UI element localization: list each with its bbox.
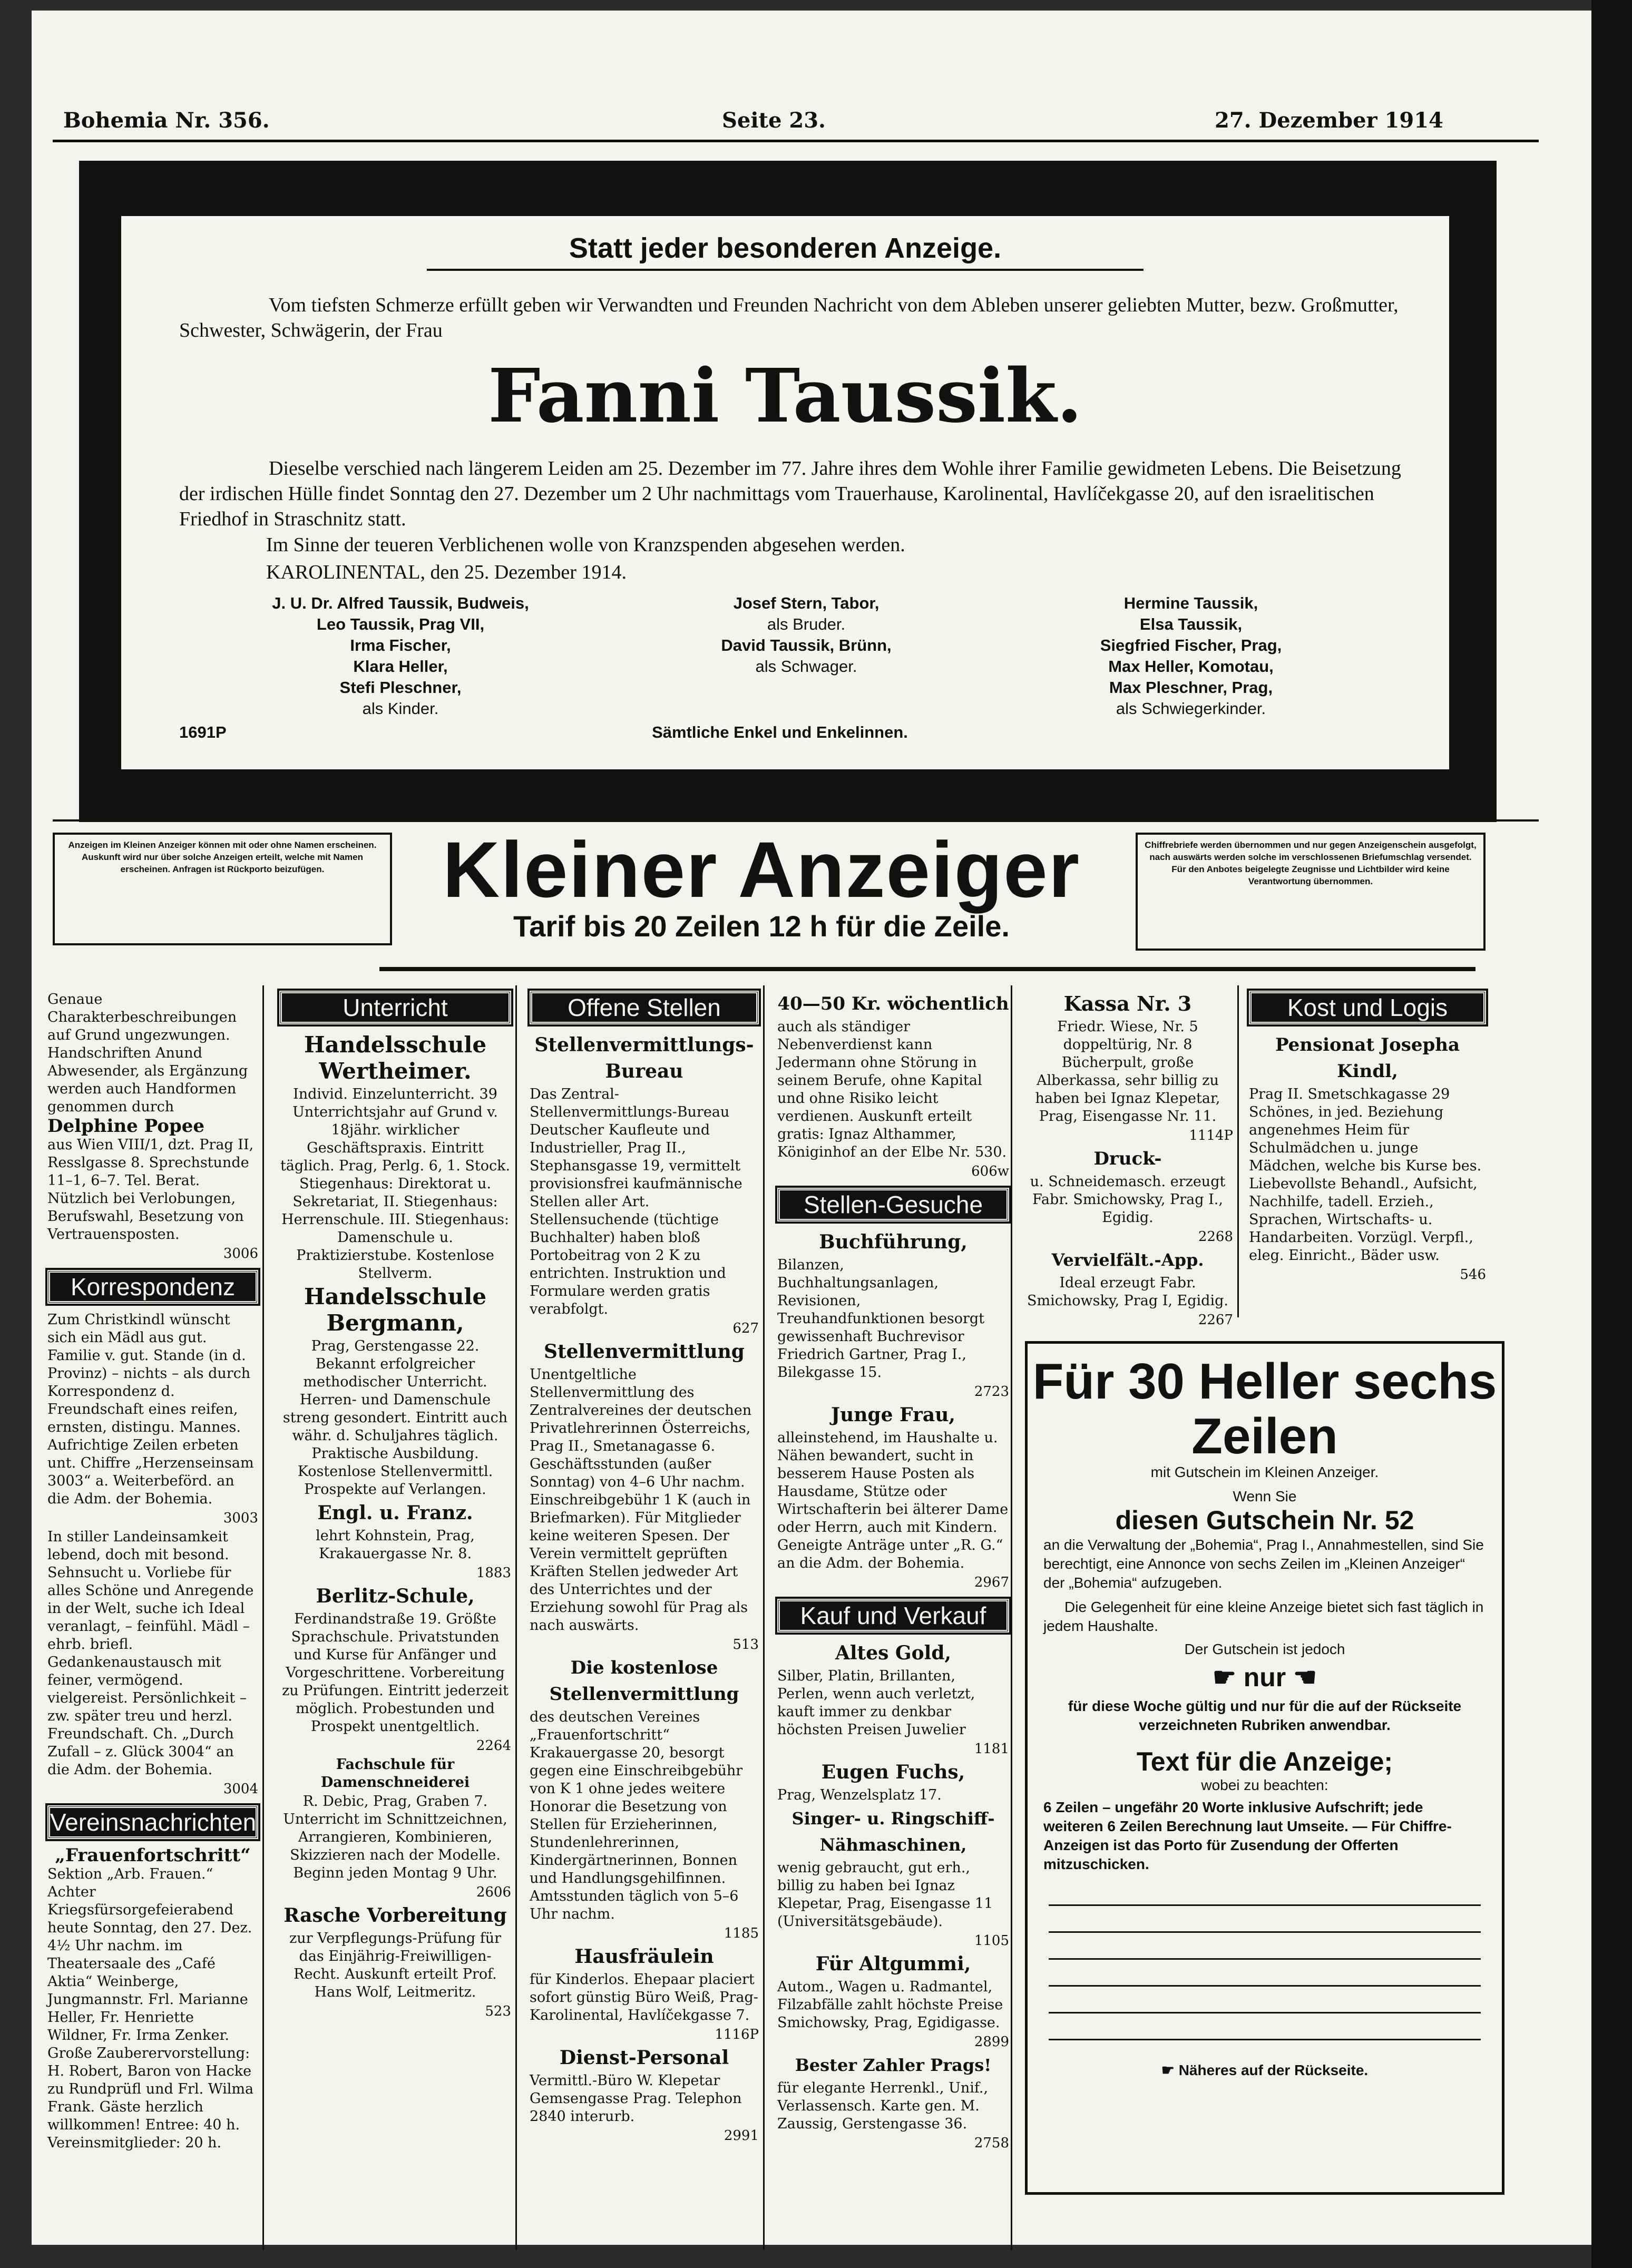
ad-number: 2967 xyxy=(974,1575,1009,1590)
header-date: 27. Dezember 1914 xyxy=(1215,108,1443,133)
ad-title: Altes Gold, xyxy=(835,1642,952,1664)
ad-title: Bester Zahler Prags! xyxy=(795,2055,992,2075)
signatory: Leo Taussik, Prag VII, xyxy=(316,615,485,633)
ad-title: Buchführung, xyxy=(819,1231,968,1253)
ad-number: 1116P xyxy=(715,2027,759,2042)
ad-title: Fachschule für Damenschneiderei xyxy=(320,1756,470,1791)
coupon-subtitle: mit Gutschein im Kleinen Anzeiger. xyxy=(1150,1464,1379,1480)
ad-code: 1691P xyxy=(179,723,227,741)
ad-text: wenig gebraucht, gut erh., billig zu haben bei Ignaz Klepetar, Prag, Eisengasse 11 (Universitätsgebäude). xyxy=(777,1860,993,1930)
coupon-footer xyxy=(1028,2061,1502,2079)
write-line[interactable] xyxy=(1049,1879,1481,1906)
ad-number: 523 xyxy=(485,2003,511,2019)
ad-title: Vervielfält.-App. xyxy=(1051,1250,1204,1270)
column-4 xyxy=(777,991,1009,2153)
ad-text: Prag II. Smetschkagasse 29 Schönes, in jed. Beziehung angenehmes Heim für Schulmädchen u. junge Mädchen, welche bis Kurse bes. Liebevollste Behandl., Aufsicht, Nachhilfe, tadell. Erzieh., Sprachen, Wirtschafts- u. Handarbeiten. Vorzügl. Verpfl., eleg. Einricht., Bäder usw. xyxy=(1249,1086,1482,1264)
coupon-footer-text: Näheres auf der Rückseite. xyxy=(1178,2062,1369,2078)
column-2 xyxy=(279,991,511,2021)
ad-text: Autom., Wagen u. Radmantel, Filzabfälle zahlt höchste Preise Smichowsky, Prag, Egidigasse. xyxy=(777,1979,1003,2031)
banner-left-note: Anzeigen im Kleinen Anzeiger können mit oder ohne Namen erscheinen. Auskunft wird nur über solche Anzeigen erteilt, welche mit Namen erscheinen. Anfragen ist Rückporto beizufügen. xyxy=(53,833,392,945)
ad-text: In stiller Landeinsamkeit lebend, doch mit besond. Sehnsucht u. Vorliebe für alles Schöne und Anregende in der Welt, suche ich Ideal veranlagt, – feinfühl. Mädl – ehrb. briefl. Gedankenaustausch mit feiner, vermögend. vielgereist. Persönlichkeit – zw. später treu und herzl. Freundschaft. Ch. „Durch Zufall – z. Glück 3004“ an die Adm. der Bohemia. xyxy=(47,1529,254,1778)
ad-number: 513 xyxy=(732,1637,759,1653)
ad-title: Kassa Nr. 3 xyxy=(1063,992,1192,1015)
coupon-write-lines[interactable] xyxy=(1028,1879,1502,2040)
coupon-text-title: Text für die Anzeige; xyxy=(1136,1747,1393,1776)
ad-number: 2606 xyxy=(476,1884,511,1900)
signatory: Josef Stern, Tabor, xyxy=(733,594,879,612)
write-line[interactable] xyxy=(1049,1960,1481,1987)
signatories-in-laws xyxy=(1006,593,1375,719)
coupon-text: Der Gutschein ist jedoch xyxy=(1184,1641,1345,1657)
ad-text: Bilanzen, Buchhaltungsanlagen, Revisionen, Treuhandfunktionen besorgt gewissenhaft Buchrevisor Friedrich Gartner, Prag I., Bilekgasse 15. xyxy=(777,1257,985,1381)
write-line[interactable] xyxy=(1049,2013,1481,2040)
column-5 xyxy=(1022,991,1233,1330)
ad-text: auch als ständiger Nebenverdienst kann Jedermann ohne Störung in seinem Berufe, ohne Kapital und ohne Risiko leicht verdienen. Auskunft erteilt gratis: Ignaz Althammer, Königinhof an der Elbe Nr. 530. xyxy=(777,1019,1007,1160)
ad-text: Friedr. Wiese, Nr. 5 doppeltürig, Nr. 8 Bücherpult, große Alberkassa, sehr billig zu haben bei Ignaz Klepetar, Prag, Eisengasse Nr. 11. xyxy=(1035,1019,1220,1125)
ad-text: Ideal erzeugt Fabr. Smichowsky, Prag I, Egidig. xyxy=(1027,1275,1228,1309)
header-page: Seite 23. xyxy=(722,108,826,133)
signatory-role: als Schwager. xyxy=(755,657,857,676)
column-1 xyxy=(47,991,258,2153)
banner-subtitle: Tarif bis 20 Zeilen 12 h für die Zeile. xyxy=(513,910,1010,943)
ad-number: 1105 xyxy=(974,1933,1009,1949)
banner-rule xyxy=(379,967,1475,971)
header-rule xyxy=(53,140,1539,142)
ad-number: 1883 xyxy=(476,1565,511,1581)
binding-edge xyxy=(1591,0,1632,2268)
coupon-text: Die Gelegenheit für eine kleine Anzeige bietet sich fast täglich in jedem Haushalte. xyxy=(1043,1599,1484,1634)
ad-text: zur Verpflegungs-Prüfung für das Einjährig-Freiwilligen-Recht. Auskunft erteilt Prof. Hans Wolf, Leitmeritz. xyxy=(289,1930,501,2000)
ad-number: 1114P xyxy=(1189,1128,1233,1143)
obituary-body: Dieselbe verschied nach längerem Leiden am 25. Dezember im 77. Jahre ihres dem Wohle ihrer Familie gewidmeten Lebens. Die Beisetzung der irdischen Hülle findet Sonntag den 27. Dezember um 2 Uhr nachmittags vom Trauerhause, Karolinental, Havlíčekgasse 20, auf den israelitischen Friedhof in Straschnitz statt. xyxy=(179,457,1401,530)
ad-number: 2899 xyxy=(974,2034,1009,2050)
coupon-text: 6 Zeilen – ungefähr 20 Worte inklusive Aufschrift; jede weiteren 6 Zeilen Berechnung laut Umseite. — Für Chiffre-Anzeigen ist das Porto für Zusendung der Offerten mitzuschicken. xyxy=(1043,1799,1452,1872)
ad-title: Rasche Vorbereitung xyxy=(284,1904,507,1927)
obituary-wreaths: Im Sinne der teueren Verblichenen wolle von Kranzspenden abgesehen werden. xyxy=(266,534,905,556)
ad-number: 2264 xyxy=(476,1738,511,1754)
ad-number: 1185 xyxy=(724,1925,759,1941)
section-vereinsnachrichten: Vereinsnachrichten xyxy=(47,1805,258,1839)
signatory: Elsa Taussik, xyxy=(1139,615,1243,633)
banner-right-note: Chiffrebriefe werden übernommen und nur gegen Anzeigenschein ausgefolgt, nach auswärts werden solche im verschlossenen Briefumschlag versendet. Für den Anbotes beigelegte Zeugnisse und Lichtbilder wird keine Verantwortung übernommen. xyxy=(1136,833,1486,951)
ad-title: Junge Frau, xyxy=(831,1404,955,1426)
ad-number: 2991 xyxy=(724,2128,759,2144)
signatory-role: als Schwiegerkinder. xyxy=(1116,699,1266,718)
ad-text: Sektion „Arb. Frauen.“ Achter Kriegsfürsorgefeierabend heute Sonntag, den 27. Dez. 4½ Uhr nachm. im Theatersaale des „Café Aktia“ Weinberge, Jungmannstr. Frl. Marianne Heller, Fr. Henriette Wildner, Fr. Irma Zenker. Große Zauberervorstellung: H. Robert, Baron von Hacke zu Rundprüfl und Frl. Wilma Frank. Gäste herzlich willkommen! Entree: 40 h. Vereinsmitglieder: 20 h. xyxy=(47,1866,254,2151)
ad-title: „Frauenfortschritt“ xyxy=(55,1845,251,1866)
ad-number: 2758 xyxy=(974,2135,1009,2151)
coupon-text: für diese Woche gültig und nur für die auf der Rückseite verzeichneten Rubriken anwendbar. xyxy=(1068,1698,1462,1733)
ad-number: 627 xyxy=(732,1321,759,1336)
section-kost-und-logis: Kost und Logis xyxy=(1249,991,1486,1024)
ad-text: für elegante Herrenkl., Unif., Verlassensch. Karte gen. M. Zaussig, Gerstengasse 36. xyxy=(777,2080,989,2132)
ad-number: 2268 xyxy=(1198,1229,1233,1245)
section-rule xyxy=(53,819,1539,822)
section-unterricht: Unterricht xyxy=(279,991,511,1024)
ad-title: Stellenvermittlung xyxy=(544,1341,745,1363)
signatories-children xyxy=(216,593,585,719)
ad-text: für Kinderlos. Ehepaar placiert sofort günstig Büro Weiß, Prag-Karolinental, Havlíčekgasse 7. xyxy=(530,1971,758,2023)
ad-number: 606w xyxy=(971,1164,1009,1179)
ad-title: Berlitz-Schule, xyxy=(316,1585,475,1607)
coupon-nur-word: nur xyxy=(1243,1663,1286,1692)
deceased-name: Fanni Taussik. xyxy=(488,353,1082,439)
newspaper-page xyxy=(32,11,1591,2245)
signatory: J. U. Dr. Alfred Taussik, Budweis, xyxy=(272,594,529,612)
ad-text: Prag, Gerstengasse 22. Bekannt erfolgreicher methodischer Unterricht. Herren- und Damenschule streng gesondert. Eintritt auch währ. d. Schuljahres täglich. Praktische Ausbildung. Kostenlose Stellenvermittl. Prospekte auf Verlangen. xyxy=(282,1338,508,1498)
write-line[interactable] xyxy=(1049,1906,1481,1933)
banner-title: Kleiner Anzeiger xyxy=(442,825,1081,914)
ad-text: des deutschen Vereines „Frauenfortschritt“ Krakauergasse 20, besorgt gegen eine Einschreibgebühr von K 1 ohne jedes weitere Honorar die Besetzung von Stellen für Erzieherinnen, Stundenlehrerinnen, Kindergärtnerinnen, Bonnen und Handlungsgehilfinnen. Amtsstunden täglich von 5–6 Uhr nachm. xyxy=(530,1709,743,1922)
ad-text: Ferdinandstraße 19. Größte Sprachschule. Privatstunden und Kurse für Anfänger und Vorgeschrittene. Vorbereitung zu Prüfungen. Eintritt jederzeit möglich. Probestunden und Prospekt unentgeltlich. xyxy=(282,1611,509,1735)
coupon-nur xyxy=(1028,1662,1502,1693)
signatories-siblings xyxy=(648,593,964,677)
ad-title: Dienst-Personal xyxy=(559,2047,729,2069)
ad-text: Vermittl.-Büro W. Klepetar Gemsengasse Prag. Telephon 2840 interurb. xyxy=(530,2073,742,2125)
ad-title: Singer- u. Ringschiff-Nähmaschinen, xyxy=(791,1808,995,1855)
column-6 xyxy=(1249,991,1486,1285)
ad-text: Genaue Charakterbeschreibungen auf Grund ungezwungen. Handschriften Anund Abwesender, als Ergänzung werden auch Handformen genommen durch xyxy=(47,991,248,1115)
ad-title: Handelsschule Wertheimer. xyxy=(304,1032,487,1084)
ad-title: Die kostenlose Stellenvermittlung xyxy=(549,1657,739,1705)
ad-title: Pensionat Josepha Kindl, xyxy=(1275,1034,1460,1082)
signatory-role: als Kinder. xyxy=(362,699,439,718)
banner-title-block xyxy=(400,825,1122,943)
ad-text: aus Wien VIII/1, dzt. Prag II, Resslgasse 8. Sprechstunde 11–1, 6–7. Tel. Berat. Nützlich bei Verlobungen, Berufswahl, Besetzung von Vertrauensposten. xyxy=(47,1137,254,1243)
column-divider xyxy=(262,985,264,2250)
pointing-hand-icon: ☛ xyxy=(1213,1663,1244,1692)
section-stellen-gesuche: Stellen-Gesuche xyxy=(777,1188,1009,1221)
coupon-text: an die Verwaltung der „Bohemia“, Prag I., Annahmestellen, sind Sie berechtigt, eine Annonce von sechs Zeilen im „Kleinen Anzeiger“ der „Bohemia“ aufzugeben. xyxy=(1043,1537,1484,1591)
coupon-title: Für 30 Heller sechs Zeilen xyxy=(1032,1353,1497,1464)
ad-title: Engl. u. Franz. xyxy=(317,1502,473,1524)
header-issue: Bohemia Nr. 356. xyxy=(63,108,270,133)
coupon-box xyxy=(1025,1341,1504,2195)
signatory-role: als Bruder. xyxy=(767,615,846,633)
signatory: Stefi Pleschner, xyxy=(339,678,462,697)
ad-text: Zum Christkindl wünscht sich ein Mädl aus gut. Familie v. gut. Stande (in d. Provinz) – nichts – als durch Korrespondenz d. Freundschaft eines reifen, ernsten, distingu. Mannes. Aufrichtige Zeilen erbeten unt. Chiffre „Herzenseinsam 3003“ a. Weiterbeförd. an die Adm. der Bohemia. xyxy=(47,1312,254,1507)
coupon-wenn: Wenn Sie xyxy=(1233,1488,1297,1504)
ad-text: Individ. Einzelunterricht. 39 Unterrichtsjahr auf Grund v. 18jähr. wirklicher Geschäftspraxis. Eintritt täglich. Prag, Perlg. 6, 1. Stock. Stiegenhaus: Direktorat u. Sekretariat, II. Stiegenhaus: Herrenschule. III. Stiegenhaus: Damenschule u. Praktizierstube. Kostenlose Stellverm. xyxy=(280,1086,511,1282)
obituary-place-date: KAROLINENTAL, den 25. Dezember 1914. xyxy=(266,561,627,583)
ad-number: 3003 xyxy=(223,1510,258,1526)
ad-title: Handelsschule Bergmann, xyxy=(304,1284,487,1336)
signatory: David Taussik, Brünn, xyxy=(721,636,892,654)
obituary-footer: Sämtliche Enkel und Enkelinnen. xyxy=(652,723,908,741)
column-divider xyxy=(515,985,517,2250)
ad-number: 2267 xyxy=(1198,1312,1233,1328)
ad-title: Delphine Popee xyxy=(47,1116,204,1137)
obituary-intro: Vom tiefsten Schmerze erfüllt geben wir Verwandten und Freunden Nachricht von dem Ableben unserer geliebten Mutter, bezw. Großmutter, Schwester, Schwägerin, der Frau xyxy=(179,294,1399,341)
section-korrespondenz: Korrespondenz xyxy=(47,1270,258,1304)
obituary-box xyxy=(121,216,1449,769)
ad-title: Druck- xyxy=(1093,1148,1162,1169)
signatory: Klara Heller, xyxy=(353,657,448,676)
signatory: Hermine Taussik, xyxy=(1123,594,1258,612)
column-divider xyxy=(1011,985,1012,2250)
ad-text: u. Schneidemasch. erzeugt Fabr. Smichowsky, Prag I., Egidig. xyxy=(1030,1174,1226,1226)
ad-text: Prag, Wenzelsplatz 17. xyxy=(777,1787,942,1803)
pointing-hand-icon: ☛ xyxy=(1161,2062,1179,2078)
ad-title: 40—50 Kr. wöchentlich xyxy=(777,993,1009,1014)
coupon-gutschein: diesen Gutschein Nr. 52 xyxy=(1115,1506,1414,1535)
coupon-text: wobei zu beachten: xyxy=(1201,1777,1328,1793)
ad-text: alleinstehend, im Haushalte u. Nähen bewandert, sucht in besserem Hause Posten als Hausdame, Stütze oder Wirtschafterin bei älterer Dame oder Herrn, auch mit Kindern. Geneigte Anträge unter „R. G.“ an die Adm. der Bohemia. xyxy=(777,1430,1009,1571)
signatory: Siegfried Fischer, Prag, xyxy=(1100,636,1282,654)
signatory: Max Heller, Komotau, xyxy=(1108,657,1274,676)
column-3 xyxy=(530,991,759,2146)
ad-text: Unentgeltliche Stellenvermittlung des Zentralvereines der deutschen Privatlehrerinnen Österreichs, Prag II., Smetanagasse 6. Geschäftsstunden (außer Sonntag) von 4–6 Uhr nachm. Einschreibgebühr 1 K (auch in Briefmarken). Für Mitglieder keine weiteren Spesen. Der Verein vermittelt geprüften Kräften Stellen jedweder Art des Unterrichtes und der Erziehung sowohl für Prag als nach auswärts. xyxy=(530,1366,752,1634)
ad-text: Das Zentral-Stellenvermittlungs-Bureau Deutscher Kaufleute und Industrieller, Prag II., Stephansgasse 19, vermittelt provisionsfrei kaufmännische Stellen aller Art. Stellensuchende (tüchtige Buchhalter) haben bloß Portobeitrag von 2 K zu entrichten. Instruktion und Formulare werden gratis verabfolgt. xyxy=(530,1086,742,1317)
section-kauf-und-verkauf: Kauf und Verkauf xyxy=(777,1599,1009,1632)
ad-text: R. Debic, Prag, Graben 7. Unterricht im Schnittzeichnen, Arrangieren, Kombinieren, Skizzieren nach der Modelle. Beginn jeden Montag 9 Uhr. xyxy=(283,1793,507,1881)
heading-underline xyxy=(427,269,1144,271)
write-line[interactable] xyxy=(1049,1933,1481,1960)
ad-number: 546 xyxy=(1460,1267,1486,1283)
signatory: Irma Fischer, xyxy=(350,636,451,654)
write-line[interactable] xyxy=(1049,1987,1481,2013)
ad-number: 3004 xyxy=(223,1781,258,1797)
signatory: Max Pleschner, Prag, xyxy=(1109,678,1273,697)
column-divider xyxy=(763,985,765,2250)
ad-title: Eugen Fuchs, xyxy=(821,1761,965,1783)
ad-text: lehrt Kohnstein, Prag, Krakauergasse Nr. 8. xyxy=(316,1528,475,1562)
ad-number: 3006 xyxy=(223,1246,258,1262)
ad-title: Hausfräulein xyxy=(574,1946,714,1968)
section-offene-stellen: Offene Stellen xyxy=(530,991,759,1024)
ad-title: Stellenvermittlungs-Bureau xyxy=(534,1034,754,1082)
ad-number: 2723 xyxy=(974,1384,1009,1400)
ad-text: Silber, Platin, Brillanten, Perlen, wenn auch verletzt, kauft immer zu denkbar höchsten Preisen Juwelier xyxy=(777,1668,975,1738)
ad-title: Für Altgummi, xyxy=(815,1953,971,1975)
ad-number: 1181 xyxy=(974,1741,1009,1757)
column-divider xyxy=(1237,985,1239,1317)
obituary-heading: Statt jeder besonderen Anzeige. xyxy=(569,232,1002,264)
pointing-hand-icon: ☚ xyxy=(1286,1663,1317,1692)
